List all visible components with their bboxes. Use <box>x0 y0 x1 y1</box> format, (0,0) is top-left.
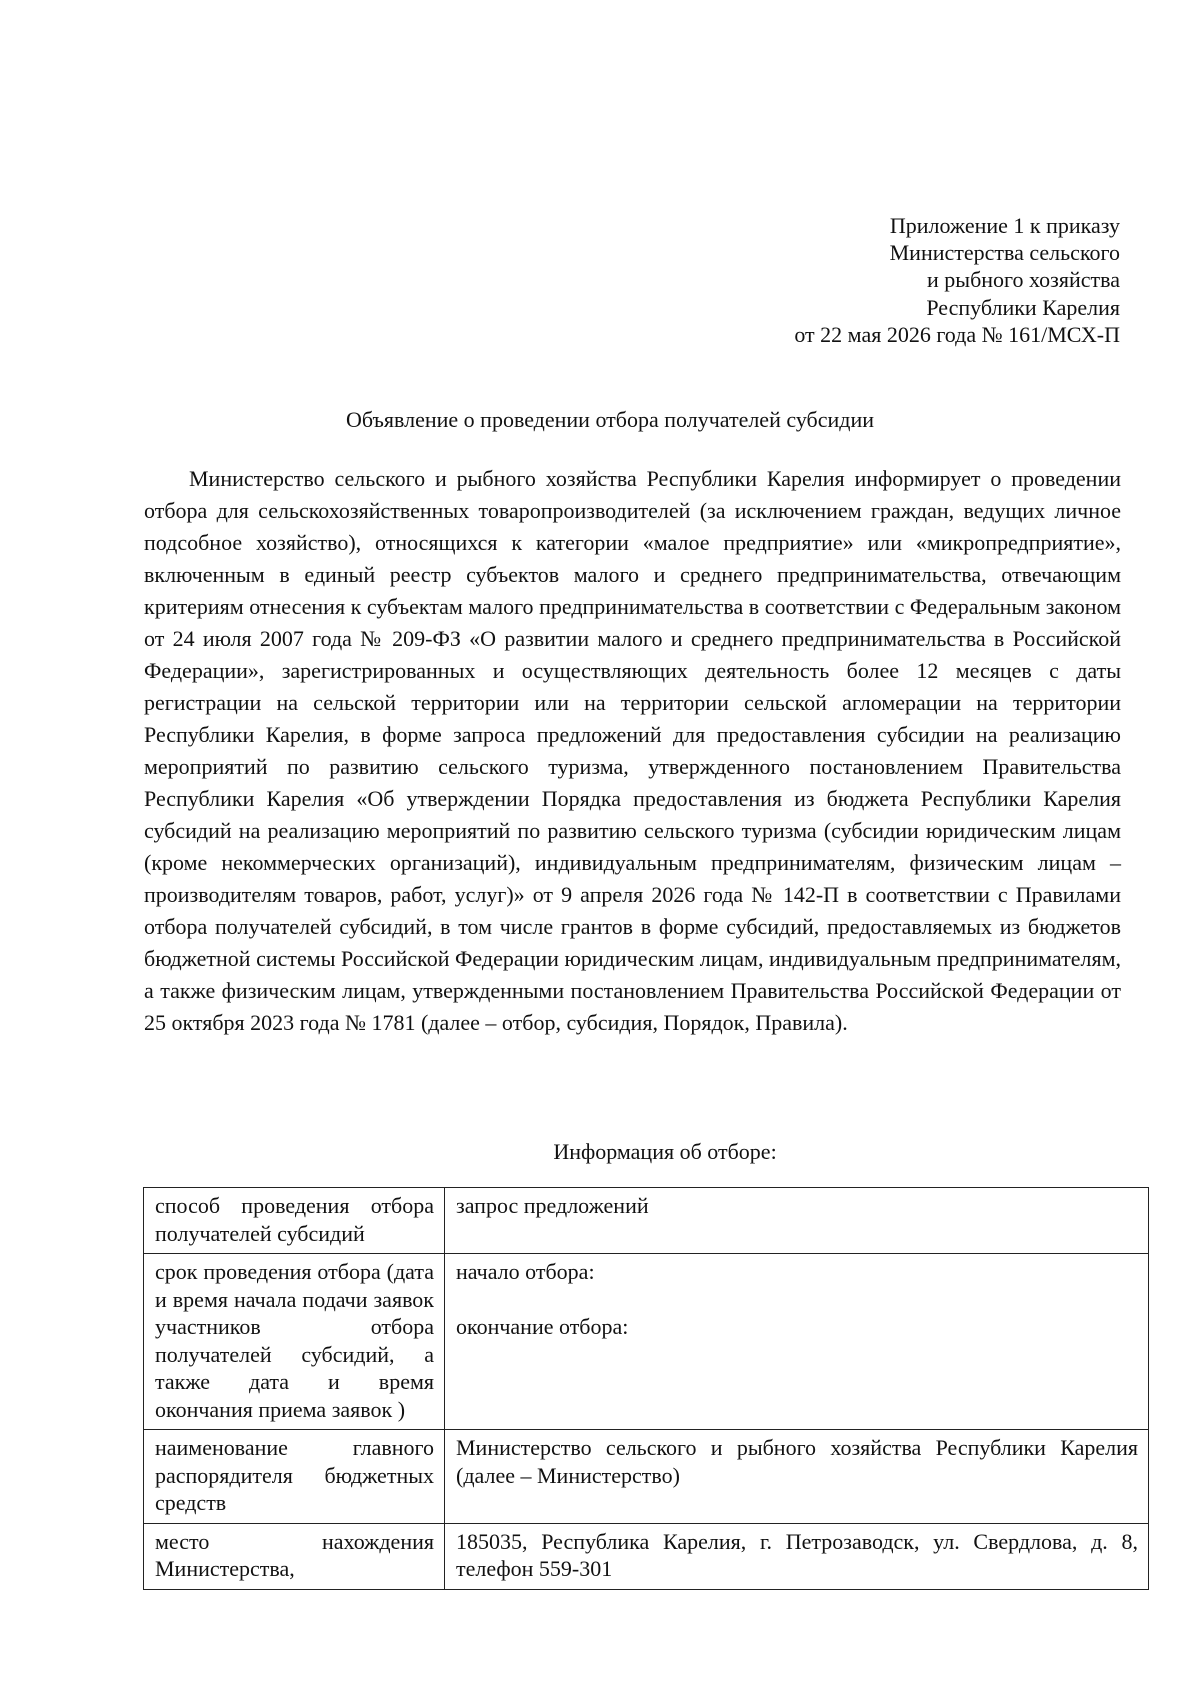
appendix-line: Приложение 1 к приказу <box>889 213 1120 238</box>
body-paragraph: Министерство сельского и рыбного хозяйства Республики Карелия информирует о проведении отбора для сельскохозяйственных товаропроизводителей (за исключением граждан, ведущих личное подсобное хозяйство), относящихся к категории «малое предприятие» или «микропредприятие», включенным в единый реестр субъектов малого и среднего предпринимательства, отвечающим критериям отнесения к субъектам малого предпринимательства в соответствии с Федеральным законом от 24 июля 2007 года № 209-ФЗ «О развитии малого и среднего предпринимательства в Российской Федерации», зарегистрированных и осуществляющих деятельность более 12 месяцев с даты регистрации на сельской территории или на территории сельской агломерации на территории Республики Карелия, в форме запроса предложений для предоставления субсидии на реализацию мероприятий по развитию сельского туризма, утвержденного постановлением Правительства Республики Карелия «Об утверждении Порядка предоставления из бюджета Республики Карелия субсидий на реализацию мероприятий по развитию сельского туризма (субсидии юридическим лицам (кроме некоммерческих организаций), индивидуальным предпринимателям, физическим лицам – производителям товаров, работ, услуг)» от 9 апреля 2026 года № 142-П в соответствии с Правилами отбора получателей субсидий, в том числе грантов в форме субсидий, предоставляемых из бюджетов бюджетной системы Российской Федерации юридическим лицам, индивидуальным предпринимателям, а также физическим лицам, утвержденными постановлением Правительства Российской Федерации от 25 октября 2023 года № 1781 (далее – отбор, субсидия, Порядок, Правила). <box>144 466 1121 1035</box>
row-value: Министерство сельского и рыбного хозяйства Республики Карелия (далее – Министерство) <box>445 1430 1149 1524</box>
appendix-line: Министерства сельского <box>889 240 1120 266</box>
appendix-line: и рыбного хозяйства <box>927 267 1120 293</box>
selection-end-label: окончание отбора: <box>456 1313 629 1339</box>
row-value: 185035, Республика Карелия, г. Петрозаводск, ул. Свердлова, д. 8, телефон 559-301 <box>445 1523 1149 1589</box>
appendix-header <box>794 212 1120 348</box>
row-value-cell <box>445 1254 1149 1430</box>
table-row <box>144 1523 1149 1589</box>
document-title: Объявление о проведении отбора получателей субсидии <box>345 407 875 432</box>
row-label: наименование главного распорядителя бюджетных средств <box>144 1430 445 1524</box>
spacer <box>456 1286 1138 1313</box>
table-row <box>144 1188 1149 1254</box>
selection-start-label: начало отбора: <box>456 1259 595 1284</box>
info-heading: Информация об отборе: <box>553 1139 777 1164</box>
row-label: срок проведения отбора (дата и время начала подачи заявок участников отбора получателей субсидий, а также дата и время окончания приема заявок ) <box>144 1254 445 1430</box>
appendix-line: Республики Карелия <box>926 294 1120 320</box>
row-label: место нахождения Министерства, <box>144 1523 445 1589</box>
row-value: запрос предложений <box>445 1188 1149 1254</box>
table-row <box>144 1254 1149 1430</box>
appendix-line: от 22 мая 2026 года № 161/МСХ-П <box>794 321 1120 347</box>
table-row <box>144 1430 1149 1524</box>
info-table <box>143 1187 1149 1590</box>
row-label: способ проведения отбора получателей субсидий <box>144 1188 445 1254</box>
